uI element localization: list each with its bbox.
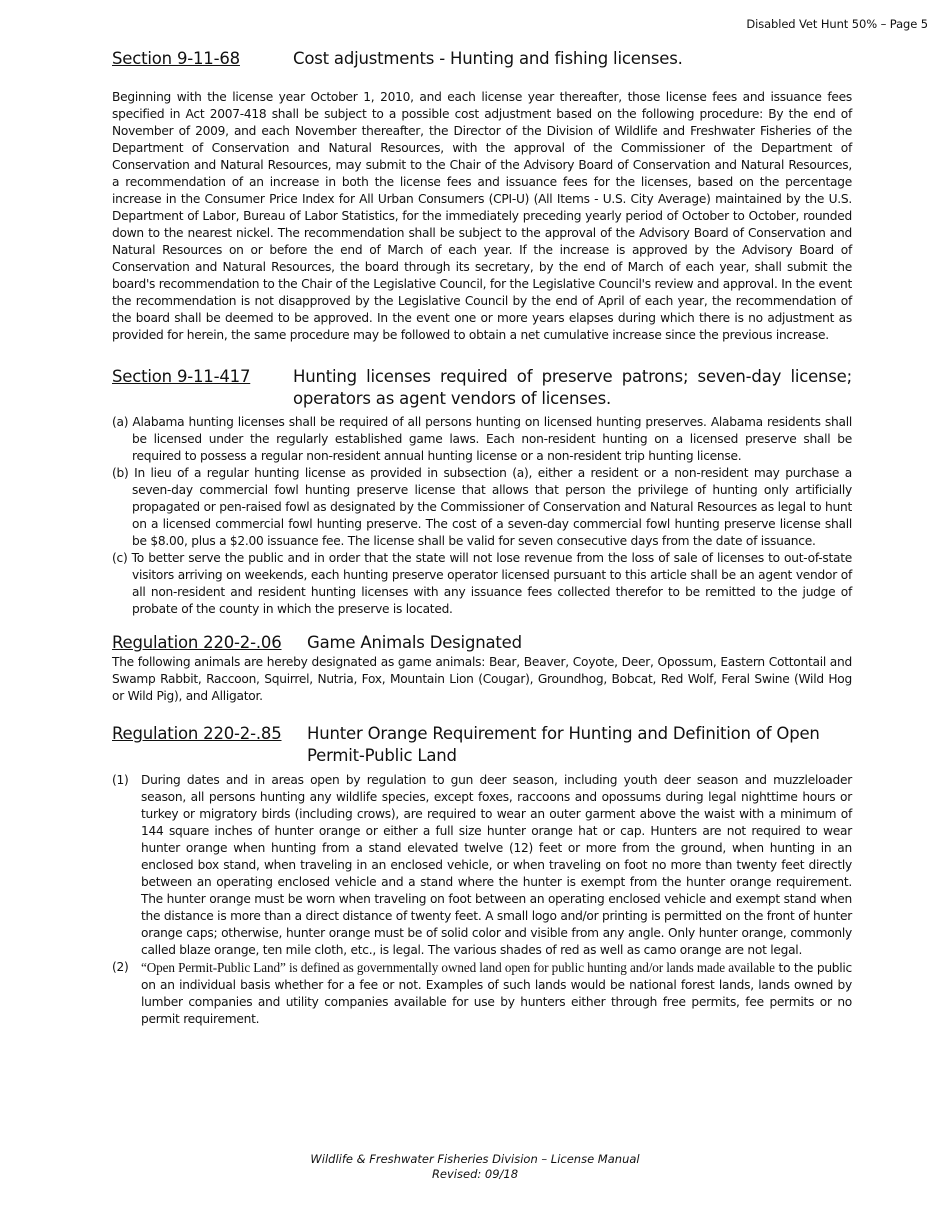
regulation-220-2-06-heading [112,632,852,654]
list-item: (b) In lieu of a regular hunting license as provided in subsection (a), either a resident or a non-resident may purchase a seven-day commercial fowl hunting preserve license that allows that person the privilege of hunting only artificially propagated or pen-raised fowl as designated by the Commissioner of Conservation and Natural Resources as legal to hunt on a licensed commercial fowl hunting preserve. The cost of a seven-day commercial fowl hunting preserve license shall be $8.00, plus a $2.00 issuance fee. The license shall be valid for seven consecutive days from the date of issuance. [112,466,852,548]
regulation-title: Game Animals Designated [307,633,522,652]
section-9-11-68-body: Beginning with the license year October 1, 2010, and each license year thereafter, those license fees and issuance fees specified in Act 2007-418 shall be subject to a possible cost adjustment based on the following procedure: By the end of November of 2009, and each November thereafter, the Director of the Division of Wildlife and Freshwater Fisheries of the Department of Conservation and Natural Resources, with the approval of the Commissioner of the Department of Conservation and Natural Resources, may submit to the Chair of the Advisory Board of Conservation and Natural Resources, a recommendation of an increase in both the license fees and issuance fees for the licenses, based on the percentage increase in the Consumer Price Index for All Urban Consumers (CPI-U) (All Items - U.S. City Average) maintained by the U.S. Department of Labor, Bureau of Labor Statistics, for the immediately preceding yearly period of October to October, rounded down to the nearest nickel. The recommendation shall be subject to the approval of the Advisory Board of Conservation and Natural Resources on or before the end of March of each year. If the increase is approved by the Advisory Board of Conservation and Natural Resources, the board through its secretary, by the end of March of each year, shall submit the board's recommendation to the Chair of the Legislative Council, for the Legislative Council's review and approval. In the event the recommendation is not disapproved by the Legislative Council by the end of April of each year, the recommendation of the board shall be deemed to be approved. In the event one or more years elapses during which there is no adjustment as provided for herein, the same procedure may be followed to obtain a net cumulative increase since the previous increase. [112,90,852,342]
page-footer [0,1152,950,1182]
regulation-number: Regulation 220-2-.06 [112,633,282,652]
footer-revised: Revised: 09/18 [431,1167,519,1181]
item-text-wrapper [141,959,852,1028]
item-text: to the public on an individual basis whether for a fee or not. Examples of such lands would be national forest lands, lands owned by lumber companies and utility companies available for use by hunters either through free permits, fee permits or no permit requirement. [141,961,852,1026]
item-text: During dates and in areas open by regulation to gun deer season, including youth deer season and muzzleloader season, all persons hunting any wildlife species, except foxes, raccoons and opossums during legal nighttime hours or turkey or migratory birds (including crows), are required to wear an outer garment above the waist with a minimum of 144 square inches of hunter orange or either a full size hunter orange hat or cap. Hunters are not required to wear hunter orange when hunting from a stand elevated twelve (12) feet or more from the ground, when hunting in an enclosed box stand, when traveling in an enclosed vehicle, or when traveling on foot no more than twenty feet directly between an operating enclosed vehicle and a stand where the hunter is exempt from the hunter orange requirement. The hunter orange must be worn when traveling on foot between an operating enclosed vehicle and exempt stand when the distance is more than a direct distance of twenty feet. A small logo and/or printing is permitted on the front of hunter orange caps; otherwise, hunter orange must be of solid color and visible from any angle. Only hunter orange, commonly called blaze orange, ten mile cloth, etc., is legal. The various shades of red as well as camo orange are not legal. [141,773,852,957]
section-title: Cost adjustments - Hunting and fishing licenses. [293,49,683,68]
section-number: Section 9-11-68 [112,49,240,68]
item-number: (2) [112,960,129,974]
page-header: Disabled Vet Hunt 50% – Page 5 [746,17,928,31]
list-item [112,959,852,1028]
list-item [112,772,852,959]
list-item: (c) To better serve the public and in order that the state will not lose revenue from the loss of sale of licenses to out-of-state visitors arriving on weekends, each hunting preserve operator licensed pursuant to this article shall be an agent vendor of all non-resident and resident hunting licenses with any issuance fees collected therefor to be remitted to the judge of probate of the county in which the preserve is located. [112,551,852,616]
footer-title: Wildlife & Freshwater Fisheries Division – License Manual [310,1152,640,1166]
definition-lead: “Open Permit-Public Land” is defined as governmentally owned land open for public hunting and/or lands made available [141,960,775,975]
page-content [112,48,852,1028]
regulation-number: Regulation 220-2-.85 [112,724,282,743]
list-item: (a) Alabama hunting licenses shall be required of all persons hunting on licensed hunting preserves. Alabama residents shall be licensed under the regularly established game laws. Each non-resident hunting on a licensed preserve shall be required to possess a regular non-resident annual hunting license or a non-resident trip hunting license. [112,415,852,463]
section-title: Hunting licenses required of preserve patrons; seven-day license; operators as agent vendors of licenses. [293,367,852,408]
regulation-220-2-85-heading [112,723,852,767]
regulation-title: Hunter Orange Requirement for Hunting and Definition of Open Permit-Public Land [307,724,820,765]
section-number: Section 9-11-417 [112,367,251,386]
section-9-11-417-heading [112,366,852,410]
item-number: (1) [112,773,129,787]
regulation-220-2-06-body: The following animals are hereby designated as game animals: Bear, Beaver, Coyote, Deer, Opossum, Eastern Cottontail and Swamp Rabbit, Raccoon, Squirrel, Nutria, Fox, Mountain Lion (Cougar), Groundhog, Bobcat, Red Wolf, Feral Swine (Wild Hog or Wild Pig), and Alligator. [112,655,852,703]
section-9-11-68-heading [112,48,852,70]
regulation-220-2-85-list [112,772,852,1028]
section-9-11-417-list [112,414,852,618]
